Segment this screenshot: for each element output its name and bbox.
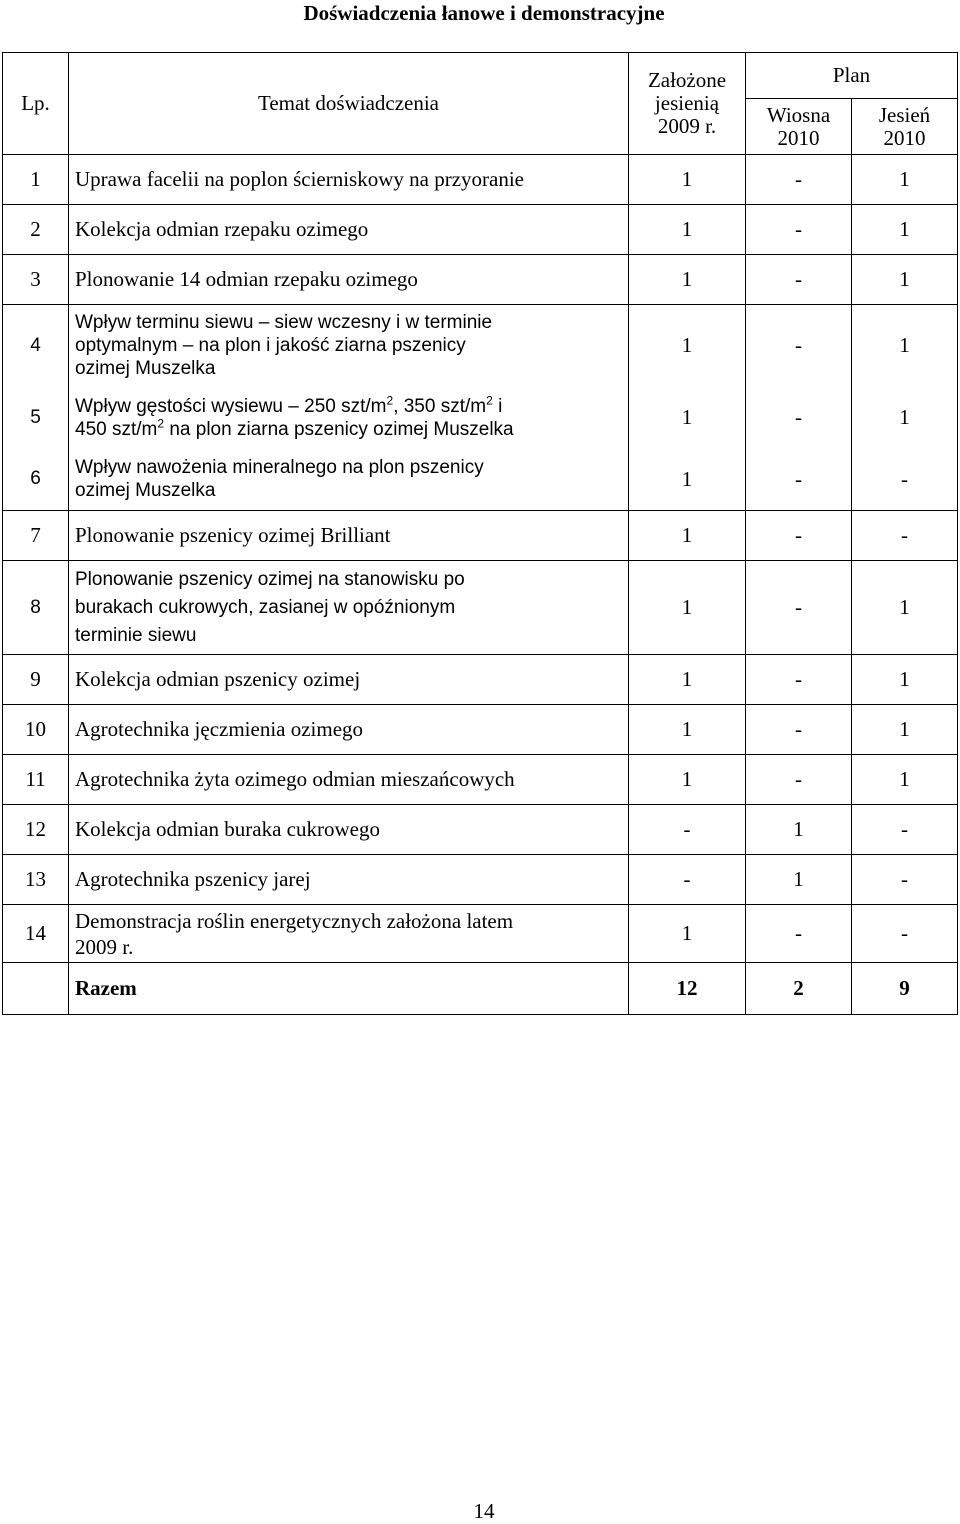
row-autumn: 1 [852, 155, 958, 205]
header-founded-line: 2009 r. [657, 114, 717, 138]
header-spring-line: Wiosna [766, 102, 831, 127]
row-lp: 3 [3, 255, 69, 305]
row-founded: 1 [629, 255, 746, 305]
row-topic-line: Demonstracja roślin energetycznych założona latem [75, 908, 514, 933]
table-row [3, 155, 958, 205]
row-autumn: 1 [852, 655, 958, 705]
row-founded: 1 [629, 387, 746, 449]
row-topic-line: optymalnym – na plon i jakość ziarna pszenicy [75, 335, 466, 357]
row-spring: - [746, 511, 852, 561]
row-topic: Kolekcja odmian buraka cukrowego [69, 805, 629, 855]
row-spring: - [746, 449, 852, 511]
row-autumn: - [852, 905, 958, 963]
row-founded: 1 [629, 511, 746, 561]
row-founded: - [629, 805, 746, 855]
row-topic: Plonowanie pszenicy ozimej Brilliant [69, 511, 629, 561]
row-founded: 1 [629, 705, 746, 755]
table-row [3, 305, 958, 387]
row-spring: - [746, 561, 852, 655]
row-founded: 1 [629, 205, 746, 255]
table-row [3, 905, 958, 963]
row-spring: - [746, 155, 852, 205]
row-topic-line: Wpływ gęstości wysiewu – 250 szt/$m^2$, 350 szt/$m^2$ i [75, 393, 503, 417]
row-topic-line: Wpływ terminu siewu – siew wczesny i w terminie [75, 312, 493, 334]
row-spring: 1 [746, 805, 852, 855]
header-founded [629, 53, 746, 155]
table-row [3, 705, 958, 755]
total-lp-empty [3, 963, 69, 1015]
row-lp: 4 [3, 305, 69, 387]
row-autumn: 1 [852, 205, 958, 255]
row-topic [69, 305, 629, 387]
total-row [3, 963, 958, 1015]
total-autumn: 9 [852, 963, 958, 1015]
row-founded: 1 [629, 155, 746, 205]
total-spring: 2 [746, 963, 852, 1015]
row-lp: 13 [3, 855, 69, 905]
row-lp: 7 [3, 511, 69, 561]
row-founded: - [629, 855, 746, 905]
header-row [3, 53, 958, 99]
row-founded: 1 [629, 561, 746, 655]
table-row [3, 511, 958, 561]
header-founded-line: Założone [647, 68, 727, 92]
table-row [3, 387, 958, 449]
row-spring: - [746, 387, 852, 449]
document-title: Doświadczenia łanowe i demonstracyjne [303, 1, 665, 25]
row-topic-line: 2009 r. [75, 934, 134, 959]
header-founded-line: jesienią [654, 91, 720, 115]
row-lp: 10 [3, 705, 69, 755]
row-lp: 8 [3, 561, 69, 655]
row-topic: Agrotechnika pszenicy jarej [69, 855, 629, 905]
row-spring: - [746, 305, 852, 387]
row-autumn: - [852, 855, 958, 905]
row-spring: - [746, 705, 852, 755]
row-founded: 1 [629, 905, 746, 963]
row-autumn: - [852, 805, 958, 855]
row-topic [69, 449, 629, 511]
row-topic [69, 905, 629, 963]
table-row [3, 655, 958, 705]
row-autumn: 1 [852, 705, 958, 755]
row-topic: Uprawa facelii na poplon ścierniskowy na przyoranie [69, 155, 629, 205]
total-founded: 12 [629, 963, 746, 1015]
row-autumn: 1 [852, 561, 958, 655]
row-topic-line: 450 szt/$m^2$ na plon ziarna pszenicy ozimej Muszelka [75, 416, 514, 440]
header-spring-line: 2010 [777, 125, 820, 150]
row-spring: - [746, 655, 852, 705]
row-lp: 6 [3, 449, 69, 511]
row-spring: - [746, 905, 852, 963]
table-row [3, 449, 958, 511]
row-lp: 1 [3, 155, 69, 205]
header-spring [746, 99, 852, 155]
row-lp: 11 [3, 755, 69, 805]
row-topic-line: Plonowanie pszenicy ozimej na stanowisku po [75, 568, 465, 590]
row-topic [69, 387, 629, 449]
table-row [3, 855, 958, 905]
row-lp: 9 [3, 655, 69, 705]
header-autumn-line: 2010 [883, 125, 926, 150]
row-topic: Agrotechnika żyta ozimego odmian mieszańcowych [69, 755, 629, 805]
row-autumn: 1 [852, 755, 958, 805]
row-lp: 14 [3, 905, 69, 963]
row-founded: 1 [629, 755, 746, 805]
row-topic: Kolekcja odmian pszenicy ozimej [69, 655, 629, 705]
row-topic-line: terminie siewu [75, 624, 197, 646]
header-autumn-line: Jesień [878, 102, 931, 127]
header-lp: Lp. [3, 53, 69, 155]
row-spring: - [746, 255, 852, 305]
row-founded: 1 [629, 655, 746, 705]
total-label: Razem [69, 963, 629, 1015]
row-spring: - [746, 755, 852, 805]
row-spring: 1 [746, 855, 852, 905]
table-row [3, 255, 958, 305]
table-row [3, 805, 958, 855]
page-number: 14 [473, 1499, 495, 1523]
header-plan: Plan [746, 53, 958, 99]
row-autumn: 1 [852, 255, 958, 305]
header-autumn [852, 99, 958, 155]
row-lp: 5 [3, 387, 69, 449]
row-topic-line: Wpływ nawożenia mineralnego na plon pszenicy [75, 457, 484, 479]
row-autumn: 1 [852, 305, 958, 387]
row-spring: - [746, 205, 852, 255]
row-topic: Kolekcja odmian rzepaku ozimego [69, 205, 629, 255]
row-autumn: - [852, 511, 958, 561]
row-lp: 2 [3, 205, 69, 255]
experiments-table [2, 52, 958, 1015]
row-topic-line: ozimej Muszelka [75, 480, 216, 502]
row-autumn: - [852, 449, 958, 511]
row-founded: 1 [629, 449, 746, 511]
row-topic-line: ozimej Muszelka [75, 358, 216, 380]
header-topic: Temat doświadczenia [69, 53, 629, 155]
row-topic-line: burakach cukrowych, zasianej w opóźnionym [75, 596, 456, 618]
table-row [3, 205, 958, 255]
row-founded: 1 [629, 305, 746, 387]
row-autumn: 1 [852, 387, 958, 449]
row-lp: 12 [3, 805, 69, 855]
row-topic: Plonowanie 14 odmian rzepaku ozimego [69, 255, 629, 305]
row-topic: Agrotechnika jęczmienia ozimego [69, 705, 629, 755]
row-topic [69, 561, 629, 655]
table-row [3, 755, 958, 805]
table-row [3, 561, 958, 655]
